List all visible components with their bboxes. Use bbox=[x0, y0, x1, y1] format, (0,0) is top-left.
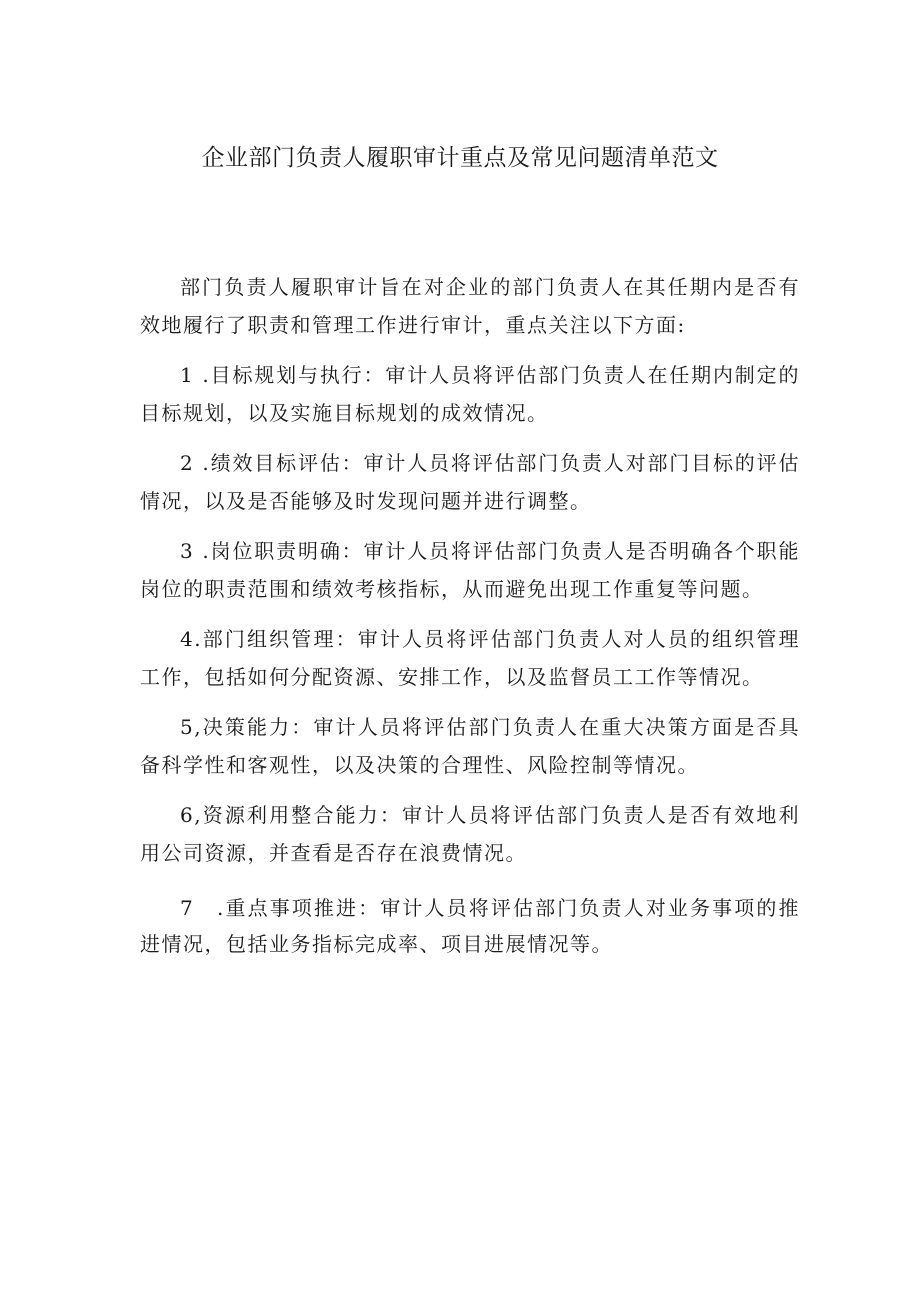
list-item: 2 .绩效目标评估：审计人员将评估部门负责人对部门目标的评估情况，以及是否能够及时发现问题并进行调整。 bbox=[140, 451, 800, 513]
list-item: 5,决策能力：审计人员将评估部门负责人在重大决策方面是否具备科学性和客观性，以及决策的合理性、风险控制等情况。 bbox=[140, 715, 800, 777]
list-item: 1 .目标规划与执行：审计人员将评估部门负责人在任期内制定的目标规划，以及实施目标规划的成效情况。 bbox=[140, 363, 800, 425]
list-item: 3 .岗位职责明确：审计人员将评估部门负责人是否明确各个职能岗位的职责范围和绩效考核指标，从而避免出现工作重复等问题。 bbox=[140, 539, 800, 601]
document-body bbox=[140, 268, 800, 974]
list-item: 4.部门组织管理：审计人员将评估部门负责人对人员的组织管理工作，包括如何分配资源、安排工作，以及监督员工工作等情况。 bbox=[140, 627, 800, 689]
document-title: 企业部门负责人履职审计重点及常见问题清单范文 bbox=[201, 145, 719, 171]
intro-paragraph: 部门负责人履职审计旨在对企业的部门负责人在其任期内是否有效地履行了职责和管理工作进行审计，重点关注以下方面: bbox=[140, 275, 800, 337]
list-item: 6,资源利用整合能力：审计人员将评估部门负责人是否有效地利用公司资源，并查看是否存在浪费情况。 bbox=[140, 803, 800, 865]
list-item: 7 .重点事项推进：审计人员将评估部门负责人对业务事项的推进情况，包括业务指标完成率、项目进展情况等。 bbox=[140, 896, 800, 956]
